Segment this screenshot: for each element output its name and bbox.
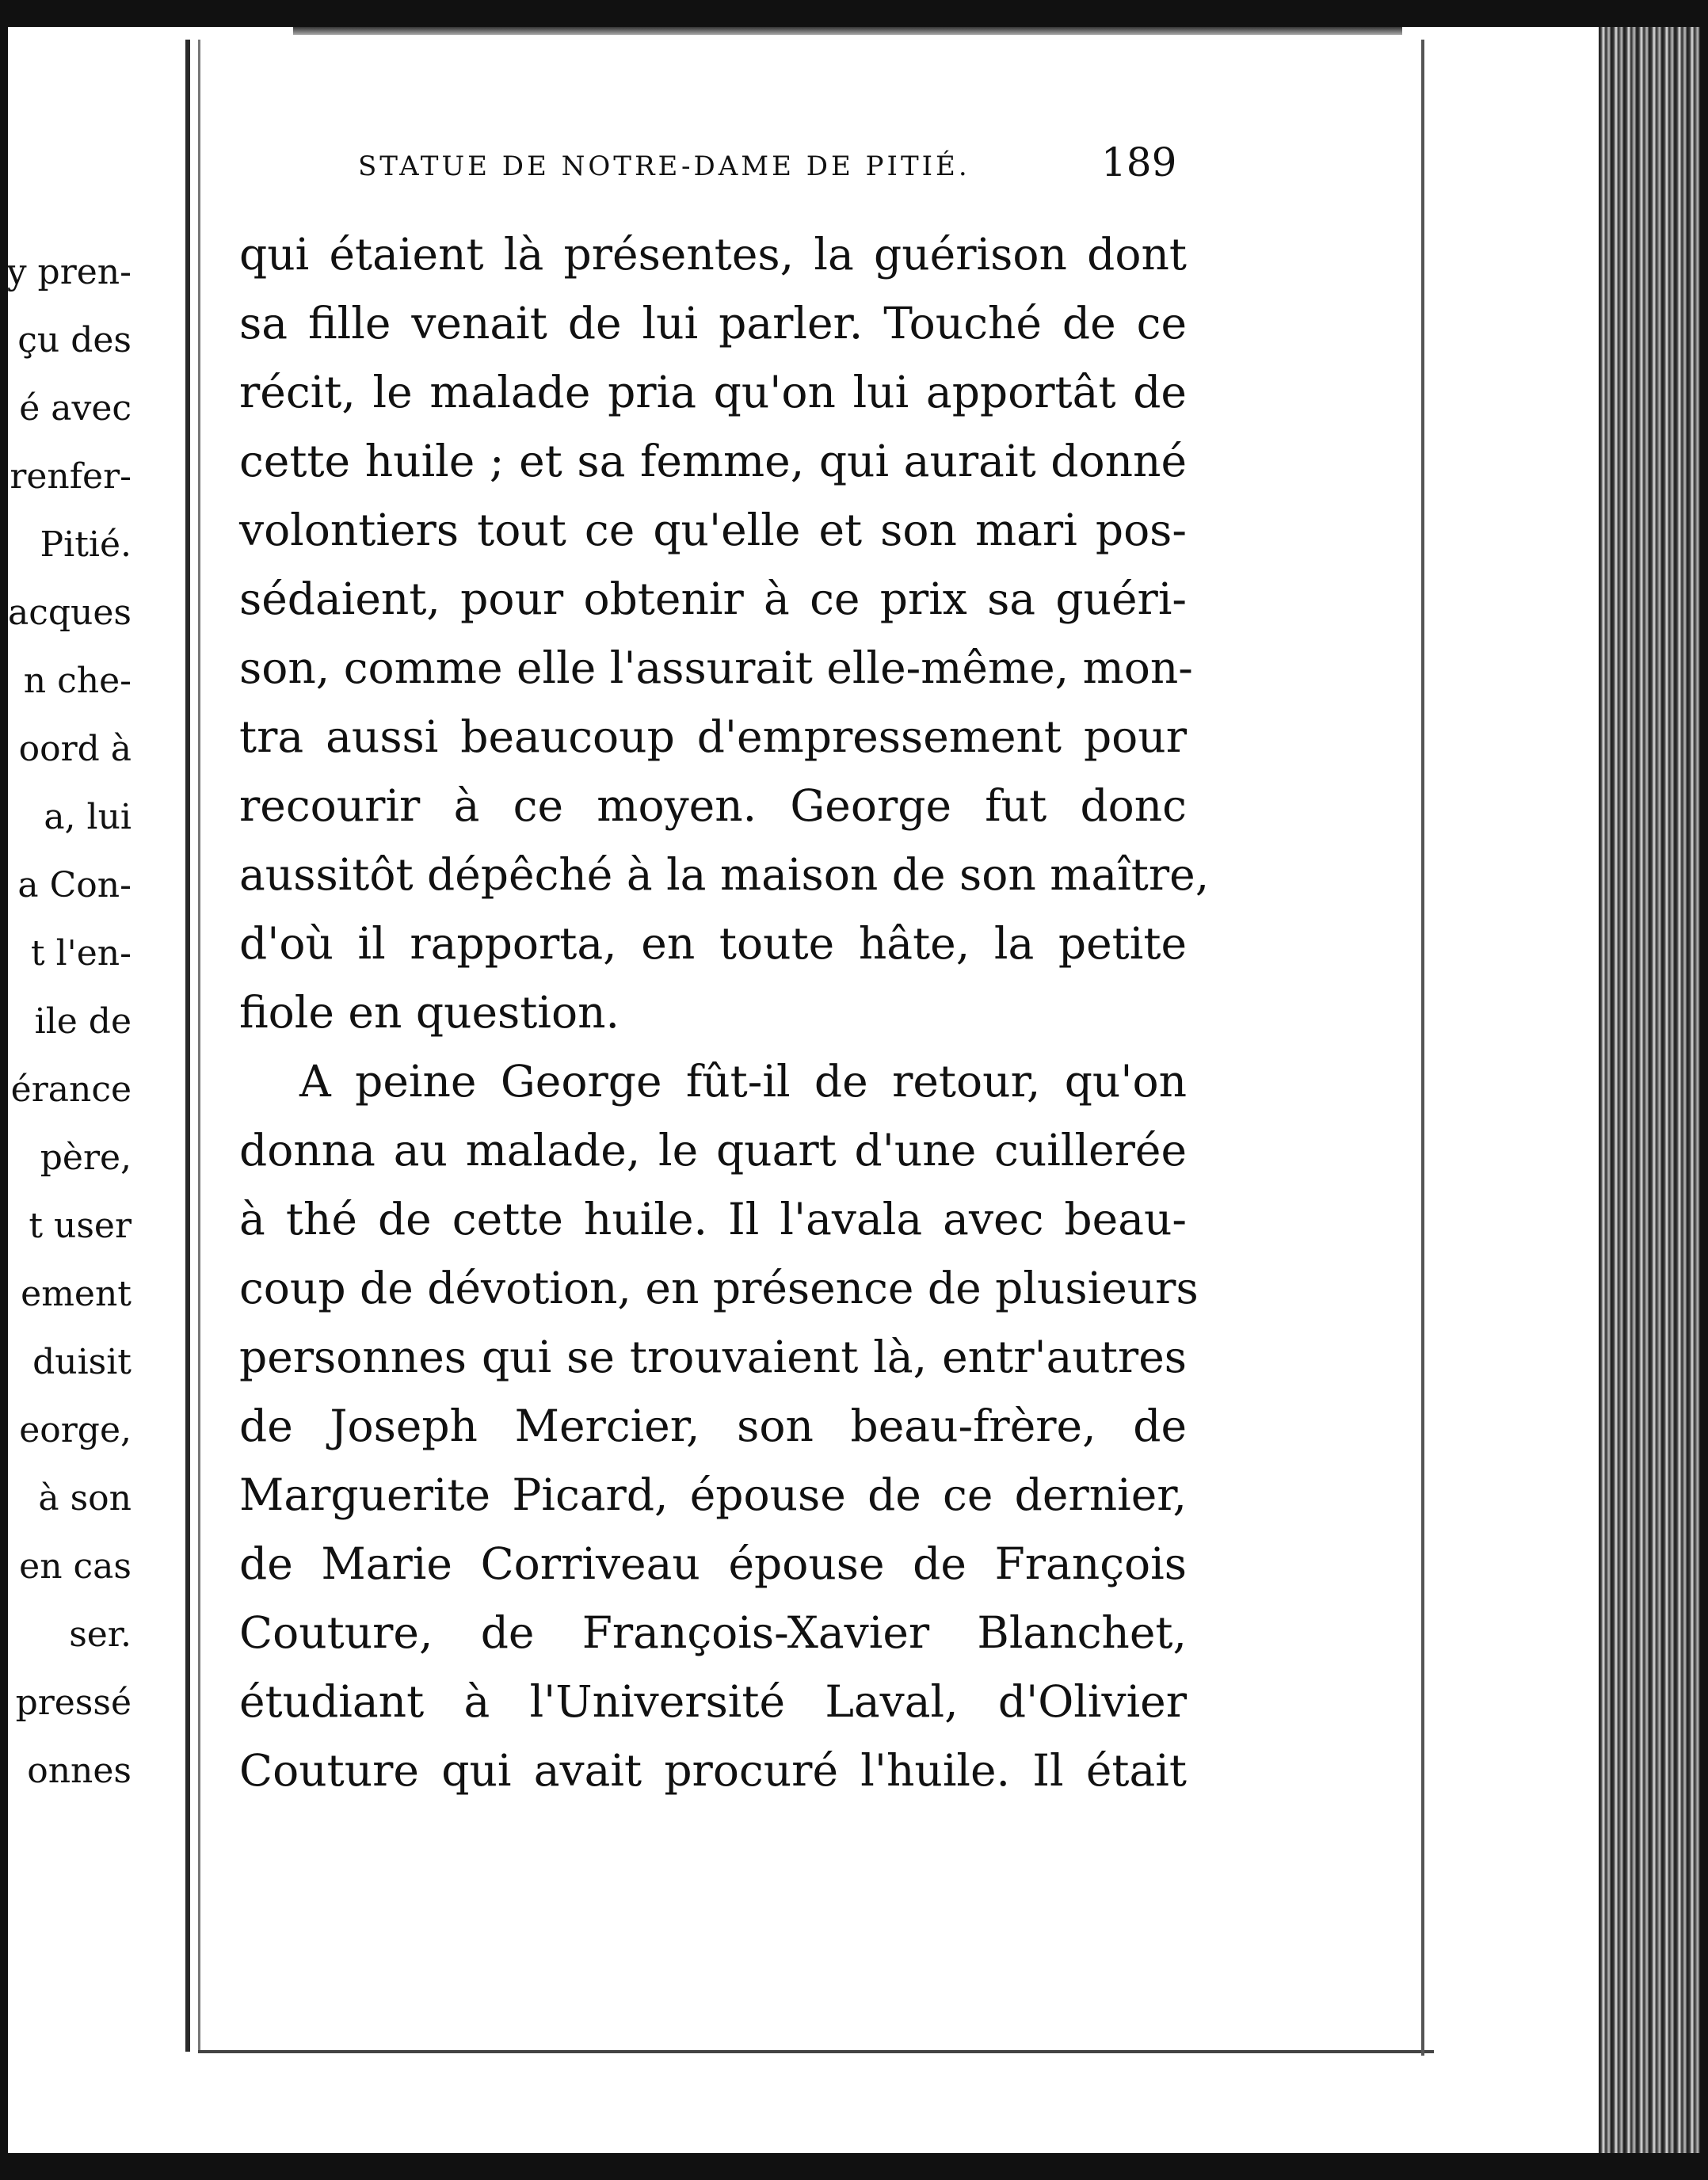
left-page-fragment: eorge, bbox=[19, 1410, 132, 1450]
page-number: 189 bbox=[1101, 139, 1177, 185]
book-edge bbox=[1599, 27, 1700, 2153]
text-line: sa fille venait de lui parler. Touché de ce bbox=[239, 298, 1187, 349]
text-line: Couture, de François-Xavier Blanchet, bbox=[239, 1607, 1187, 1658]
text-line: aussitôt dépêché à la maison de son maître, bbox=[239, 849, 1210, 900]
left-page-fragment: ement bbox=[21, 1274, 132, 1314]
text-line: étudiant à l'Université Laval, d'Olivier bbox=[239, 1676, 1187, 1727]
left-page-fragment: père, bbox=[40, 1138, 132, 1178]
text-line: de Marie Corriveau épouse de François bbox=[239, 1538, 1187, 1589]
right-page-edge bbox=[1421, 40, 1424, 2056]
left-page-fragment: Pitié. bbox=[40, 524, 132, 565]
left-page-fragment: onnes bbox=[27, 1751, 132, 1791]
running-head: STATUE DE NOTRE-DAME DE PITIÉ. bbox=[358, 151, 970, 182]
left-page-fragment: é avec bbox=[19, 388, 132, 429]
text-line: récit, le malade pria qu'on lui apportât de bbox=[239, 367, 1187, 417]
page-margin-right bbox=[1426, 40, 1599, 2056]
text-line: recourir à ce moyen. George fut donc bbox=[239, 780, 1187, 831]
left-page-fragment: n che- bbox=[23, 661, 132, 701]
text-line: tra aussi beaucoup d'empressement pour bbox=[239, 711, 1187, 762]
text-line: volontiers tout ce qu'elle et son mari pos- bbox=[239, 505, 1187, 555]
left-page-fragment: ser. bbox=[69, 1614, 132, 1655]
left-page-fragment: çu des bbox=[17, 320, 132, 360]
left-page-fragment: t l'en- bbox=[30, 933, 132, 974]
left-page-fragment: à son bbox=[38, 1478, 132, 1519]
text-line: à thé de cette huile. Il l'avala avec beau- bbox=[239, 1194, 1187, 1244]
left-page-fragment: acques bbox=[8, 593, 132, 633]
left-page-fragment: en cas bbox=[19, 1546, 132, 1587]
text-line: son, comme elle l'assurait elle-même, mon- bbox=[239, 642, 1193, 693]
gutter-line bbox=[198, 40, 200, 2052]
text-line: A peine George fût-il de retour, qu'on bbox=[299, 1056, 1187, 1107]
left-page-fragment: duisit bbox=[32, 1342, 132, 1382]
text-line: cette huile ; et sa femme, qui aurait donné bbox=[239, 436, 1187, 486]
page-bottom-edge bbox=[198, 2050, 1434, 2053]
left-page-fragment: érance bbox=[10, 1069, 132, 1110]
left-page-fragment: pressé bbox=[15, 1683, 132, 1723]
left-page-fragment: oord à bbox=[18, 729, 132, 769]
text-line: d'où il rapporta, en toute hâte, la petite bbox=[239, 918, 1187, 969]
text-line: Couture qui avait procuré l'huile. Il était bbox=[239, 1745, 1187, 1796]
page-top-edge bbox=[293, 27, 1402, 35]
text-line: personnes qui se trouvaient là, entr'autres bbox=[239, 1332, 1187, 1382]
left-page-fragment: t user bbox=[29, 1206, 132, 1246]
scan-border-right bbox=[1700, 0, 1708, 2180]
left-page-edge bbox=[185, 40, 190, 2052]
left-page-fragment: y pren- bbox=[6, 252, 132, 292]
text-line: coup de dévotion, en présence de plusieurs bbox=[239, 1263, 1199, 1313]
left-page-fragment: a, lui bbox=[44, 797, 132, 837]
text-line: sédaient, pour obtenir à ce prix sa guéri- bbox=[239, 574, 1187, 624]
scan-border-bottom bbox=[0, 2153, 1708, 2180]
scan-border-top bbox=[0, 0, 1708, 27]
text-line: donna au malade, le quart d'une cuillerée bbox=[239, 1125, 1187, 1176]
text-line: fiole en question. bbox=[239, 987, 620, 1038]
left-page-fragment: renfer- bbox=[10, 456, 132, 497]
text-line: Marguerite Picard, épouse de ce dernier, bbox=[239, 1469, 1187, 1520]
text-line: de Joseph Mercier, son beau-frère, de bbox=[239, 1401, 1187, 1451]
scan-border-left bbox=[0, 0, 8, 2180]
left-page-fragment: a Con- bbox=[17, 865, 132, 905]
left-page-fragment: ile de bbox=[34, 1001, 132, 1042]
text-line: qui étaient là présentes, la guérison dont bbox=[239, 229, 1187, 280]
